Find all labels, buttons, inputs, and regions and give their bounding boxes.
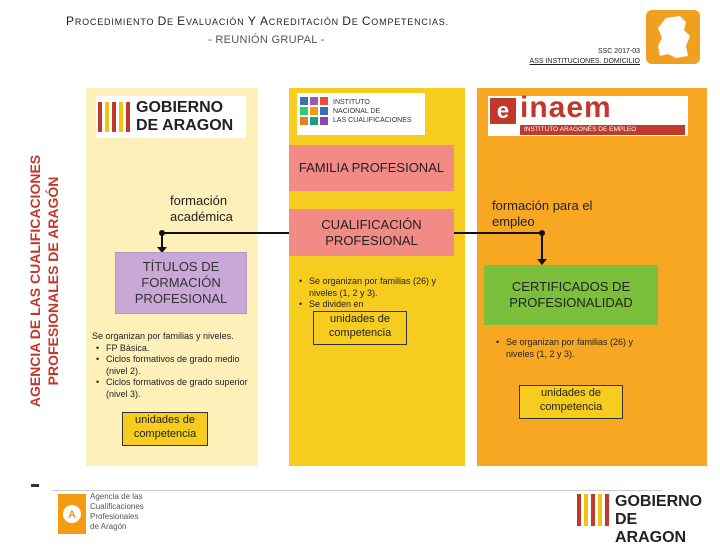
list-item: • Se organizan por familias (26) y niveles (1, 2 y 3). <box>506 337 652 360</box>
list-item: • Ciclos formativos de grado medio (nivel 2). <box>106 354 258 377</box>
gobierno-logo-line2: DE ARAGON <box>136 117 234 134</box>
inaem-e-icon: e <box>490 98 516 124</box>
reference-address: ASS INSTITUCIONES. DOMICILIO <box>529 58 640 65</box>
instituto-logo-line2: NACIONAL DE <box>333 108 381 115</box>
formacion-empleo-label: formación para el empleo <box>492 198 593 229</box>
header-subtitle: - REUNIÓN GRUPAL - <box>208 34 325 46</box>
gobierno-aragon-logo-bottom <box>575 490 705 546</box>
instituto-nacional-logo <box>297 93 425 135</box>
instituto-logo-line3: LAS CUALIFICACIONES <box>333 117 412 124</box>
agencia-logo-line3: Profesionales <box>90 512 139 521</box>
right-list <box>492 337 652 360</box>
unidades-competencia-middle: unidades de competencia <box>313 311 407 345</box>
certificados-profesionalidad-box: CERTIFICADOS DE PROFESIONALIDAD <box>484 265 658 325</box>
agencia-cualificaciones-logo <box>58 492 178 536</box>
left-list-intro: Se organizan por familias y niveles. <box>92 331 234 341</box>
agencia-logo-line2: Cualificaciones <box>90 502 144 511</box>
familia-profesional-box: FAMILIA PROFESIONAL <box>289 145 454 191</box>
cualificacion-profesional-box: CUALIFICACIÓN PROFESIONAL <box>289 209 454 256</box>
list-item: • FP Básica. <box>106 343 258 355</box>
header-title: PROCEDIMIENTO DE EVALUACIÓN Y ACREDITACIÓN DE COMPETENCIAS. <box>66 14 449 28</box>
inaem-logo <box>488 91 688 136</box>
unidades-competencia-left: unidades de competencia <box>122 412 208 446</box>
list-item: • Se organizan por familias (26) y niveles (1, 2 y 3). <box>309 276 460 299</box>
gobierno-aragon-logo <box>96 96 246 138</box>
middle-list <box>295 276 460 311</box>
sidebar-line2: PROFESIONALES DE ARAGÓN <box>45 176 61 386</box>
left-list <box>92 331 258 400</box>
svg-text:A: A <box>68 509 76 521</box>
gobierno-bottom-line1: GOBIERNO <box>615 493 703 510</box>
list-item: • Se dividen en <box>309 299 460 311</box>
agencia-logo-line4: de Aragón <box>90 522 127 531</box>
instituto-logo-line1: INSTITUTO <box>333 99 370 106</box>
gobierno-logo-line1: GOBIERNO <box>136 99 224 116</box>
unidades-competencia-right: unidades de competencia <box>519 385 623 419</box>
sidebar-line1: AGENCIA DE LAS CUALIFICACIONES <box>27 154 43 408</box>
inaem-subtitle: INSTITUTO ARAGONÉS DE EMPLEO <box>520 125 685 135</box>
footer-divider <box>52 490 662 491</box>
list-item: • Ciclos formativos de grado superior (nivel 3). <box>106 377 258 400</box>
formacion-academica-label: formación académica <box>170 193 233 224</box>
titulos-fp-box: TÍTULOS DE FORMACIÓN PROFESIONAL <box>115 252 247 314</box>
gobierno-bottom-line2: DE ARAGON <box>615 511 687 546</box>
inaem-wordmark: inaem <box>520 91 612 124</box>
agencia-logo-line1: Agencia de las <box>90 492 143 501</box>
reference-code: SSC 2017-03 <box>597 48 640 55</box>
